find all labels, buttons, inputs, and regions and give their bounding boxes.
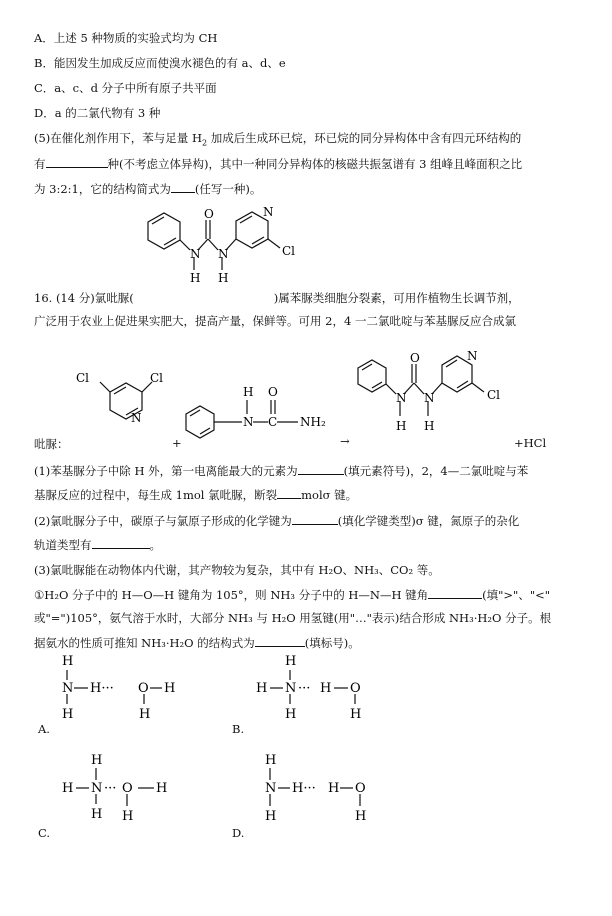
- atom-o: O: [122, 781, 133, 796]
- h-bond: ···: [104, 781, 117, 796]
- atom-h: H: [285, 707, 297, 722]
- atom-h: H: [285, 654, 297, 669]
- atom-cl: Cl: [282, 244, 296, 258]
- atom-h: H: [164, 681, 176, 696]
- q2-line1: (2)氯吡脲分子中，碳原子与氯原子形成的化学键为 (填化学键类型)σ 键，氮原子的杂化: [34, 514, 520, 528]
- atom-o: O: [138, 681, 149, 696]
- atom-h: H: [91, 807, 103, 822]
- option-d: D．a 的二氯代物有 3 种: [34, 106, 161, 120]
- choice-b-label: B.: [232, 722, 245, 736]
- q3-1-line3: 据氨水的性质可推知 NH₃·H₂O 的结构式为 (填标号)。: [34, 636, 360, 650]
- q5-line2: 有 种(不考虑立体异构)，其中一种同分异构体的核磁共振氢谱有 3 组峰且峰面积之比: [34, 157, 523, 171]
- atom-h: H: [91, 753, 103, 768]
- q16-intro: 16. (14 分)氯吡脲( )属苯脲类细胞分裂素，可用作植物生长调节剂，: [34, 291, 520, 305]
- atom-h: H: [328, 781, 340, 796]
- choice-a-structure: [50, 650, 200, 735]
- atom-o: O: [204, 207, 214, 221]
- atom-h: H: [156, 781, 168, 796]
- atom-n: N: [91, 781, 103, 796]
- answer-blank: [428, 586, 482, 599]
- atom-n: N: [285, 681, 297, 696]
- q5-line1: (5)在催化剂作用下，苯与足量 $H_2$ 加成后生成环已烷，环已烷的同分异构体中含有四元环结构的: [34, 131, 522, 148]
- atom-h: H: [122, 809, 134, 824]
- atom-h: H: [265, 809, 277, 824]
- option-a: A．上述 5 种物质的实验式均为 CH: [34, 31, 218, 45]
- q2-line2: 轨道类型有 。: [34, 538, 161, 552]
- atom-o: O: [350, 681, 361, 696]
- atom-n: N: [190, 247, 201, 261]
- plus-sign: +: [172, 436, 182, 450]
- atom-cl: Cl: [487, 388, 501, 402]
- answer-blank: [292, 512, 338, 525]
- answer-blank: [92, 536, 150, 549]
- q3-line1: (3)氯吡脲能在动物体内代谢，其产物较为复杂，其中有 H₂O、NH₃、CO₂ 等。: [34, 563, 440, 577]
- atom-n: N: [218, 247, 229, 261]
- atom-cl: Cl: [76, 371, 90, 385]
- choice-c-label: C.: [38, 826, 51, 840]
- q16-line3: 吡脲：: [34, 437, 69, 451]
- atom-n: N: [62, 681, 74, 696]
- atom-o: O: [355, 781, 366, 796]
- choice-a-label: A.: [38, 722, 50, 736]
- atom-h: H: [265, 753, 277, 768]
- choice-d-structure: [258, 750, 408, 840]
- atom-n: N: [263, 205, 274, 219]
- atom-n: N: [131, 411, 142, 425]
- answer-blank: [298, 462, 344, 475]
- atom-cl: Cl: [150, 371, 164, 385]
- atom-n: N: [396, 391, 407, 405]
- choice-b-structure: [250, 650, 400, 735]
- atom-o: O: [410, 351, 420, 365]
- atom-h: H: [256, 681, 268, 696]
- answer-blank: [255, 634, 305, 647]
- atom-h: H: [355, 809, 367, 824]
- atom-n: N: [424, 391, 435, 405]
- h-bond: H···: [90, 681, 114, 696]
- reaction-arrow: →: [340, 434, 350, 448]
- atom-nh2: NH₂: [300, 415, 326, 429]
- choice-d-label: D.: [232, 826, 245, 840]
- option-c: C．a、c、d 分子中所有原子共平面: [34, 81, 217, 95]
- atom-h: H: [218, 271, 229, 285]
- q3-1-line2: 或"=")105°，氨气溶于水时，大部分 NH₃ 与 H₂O 用氢键(用"…"表示)结合形成 NH₃·H₂O 分子。根: [34, 611, 552, 625]
- q5-line3: 为 3:2:1，它的结构简式为 (任写一种)。: [34, 182, 262, 196]
- chlorpyrifuron-structure: [130, 192, 320, 292]
- atom-h: H: [396, 419, 407, 433]
- atom-h: H: [243, 385, 254, 399]
- q3-1-line1: ①H₂O 分子中的 H—O—H 键角为 105°，则 NH₃ 分子中的 H—N—H 键角 (填">"、"<": [34, 588, 551, 602]
- atom-h: H: [320, 681, 332, 696]
- hcl-product: +HCl: [514, 436, 547, 450]
- phenylurea-structure: [180, 378, 350, 448]
- atom-h: H: [190, 271, 201, 285]
- atom-c: C: [268, 415, 278, 429]
- atom-h: H: [424, 419, 435, 433]
- answer-blank: [46, 155, 108, 168]
- atom-n: N: [243, 415, 254, 429]
- q1-line2: 基脲反应的过程中，每生成 1mol 氯吡脲，断裂 molσ 键。: [34, 488, 358, 502]
- h-bond: ···: [298, 681, 311, 696]
- atom-h: H: [62, 707, 74, 722]
- answer-blank: [277, 486, 301, 499]
- atom-h: H: [62, 654, 74, 669]
- choice-c-structure: [56, 750, 206, 840]
- atom-h: H: [350, 707, 362, 722]
- atom-n: N: [467, 349, 478, 363]
- atom-o: O: [268, 385, 278, 399]
- q16-line2: 广泛用于农业上促进果实肥大，提高产量，保鲜等。可用 2，4 一二氯吡啶与苯基脲反应合成氯: [34, 314, 516, 328]
- h-bond: H···: [292, 781, 316, 796]
- atom-n: N: [265, 781, 277, 796]
- atom-h: H: [139, 707, 151, 722]
- product-structure: [350, 336, 530, 446]
- atom-h: H: [62, 781, 74, 796]
- q1-line1: (1)苯基脲分子中除 H 外，第一电离能最大的元素为 (填元素符号)，2，4—二氯吡啶与苯: [34, 464, 529, 478]
- option-b: B．能因发生加成反应而使溴水褪色的有 a、d、e: [34, 56, 286, 70]
